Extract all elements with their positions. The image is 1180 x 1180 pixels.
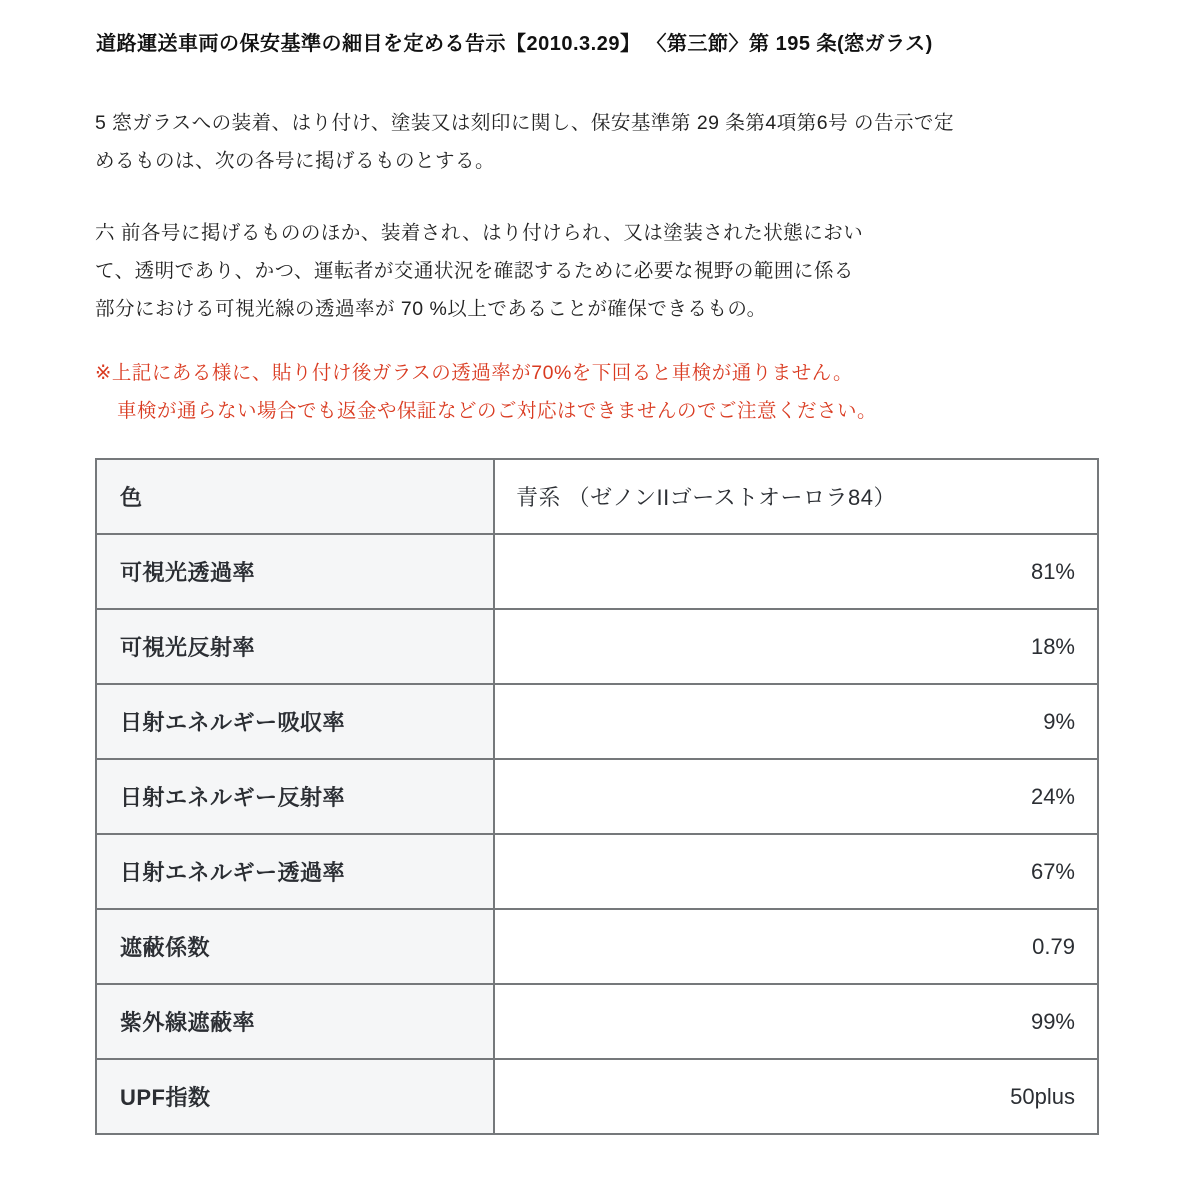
spec-label-cell: 可視光反射率 [96,609,494,684]
table-row-upf-index [96,1059,1098,1134]
table-row-shading-coefficient [96,909,1098,984]
spec-label-cell: UPF指数 [96,1059,494,1134]
table-row-solar-energy-reflectance [96,759,1098,834]
spec-value-cell: 青系 （ゼノンIIゴーストオーロラ84） [494,459,1098,534]
spec-label-cell: 可視光透過率 [96,534,494,609]
warning-line: ※上記にある様に、貼り付け後ガラスの透過率が70%を下回ると車検が通りません。 [95,362,853,384]
table-row-visible-light-reflectance [96,609,1098,684]
spec-value-cell: 24% [494,759,1098,834]
spec-value-cell: 0.79 [494,909,1098,984]
table-row-solar-energy-absorptance [96,684,1098,759]
clause-6-line: て、透明であり、かつ、運転者が交通状況を確認するために必要な視野の範囲に係る [95,260,854,282]
film-spec-table [95,458,1099,1135]
spec-value-cell: 18% [494,609,1098,684]
spec-value-cell: 81% [494,534,1098,609]
spec-value-cell: 99% [494,984,1098,1059]
clause-6-line: 部分における可視光線の透過率が 70 %以上であることが確保できるもの。 [95,298,767,320]
spec-label-cell: 色 [96,459,494,534]
table-row-visible-light-transmittance [96,534,1098,609]
clause-5-line: 5 窓ガラスへの装着、はり付け、塗装又は刻印に関し、保安基準第 29 条第4項第6号 の告示で定 [95,112,955,134]
spec-label-cell: 日射エネルギー吸収率 [96,684,494,759]
clause-6-line: 六 前各号に掲げるもののほか、装着され、はり付けられ、又は塗装された状態におい [95,222,864,244]
table-row-uv-shielding-rate [96,984,1098,1059]
document-title: 道路運送車両の保安基準の細目を定める告示【2010.3.29】 〈第三節〉第 195 条(窓ガラス) [96,33,933,55]
spec-value-cell: 67% [494,834,1098,909]
clause-5-paragraph [95,104,1180,180]
table-row-color [96,459,1098,534]
spec-label-cell: 日射エネルギー透過率 [96,834,494,909]
clause-6-paragraph [95,214,1180,328]
inspection-warning-note [95,354,1180,430]
spec-value-cell: 9% [494,684,1098,759]
table-row-solar-energy-transmittance [96,834,1098,909]
spec-label-cell: 日射エネルギー反射率 [96,759,494,834]
spec-label-cell: 遮蔽係数 [96,909,494,984]
clause-5-line: めるものは、次の各号に掲げるものとする。 [95,150,496,172]
spec-label-cell: 紫外線遮蔽率 [96,984,494,1059]
warning-line: 車検が通らない場合でも返金や保証などのご対応はできませんのでご注意ください。 [117,400,878,422]
spec-value-cell: 50plus [494,1059,1098,1134]
